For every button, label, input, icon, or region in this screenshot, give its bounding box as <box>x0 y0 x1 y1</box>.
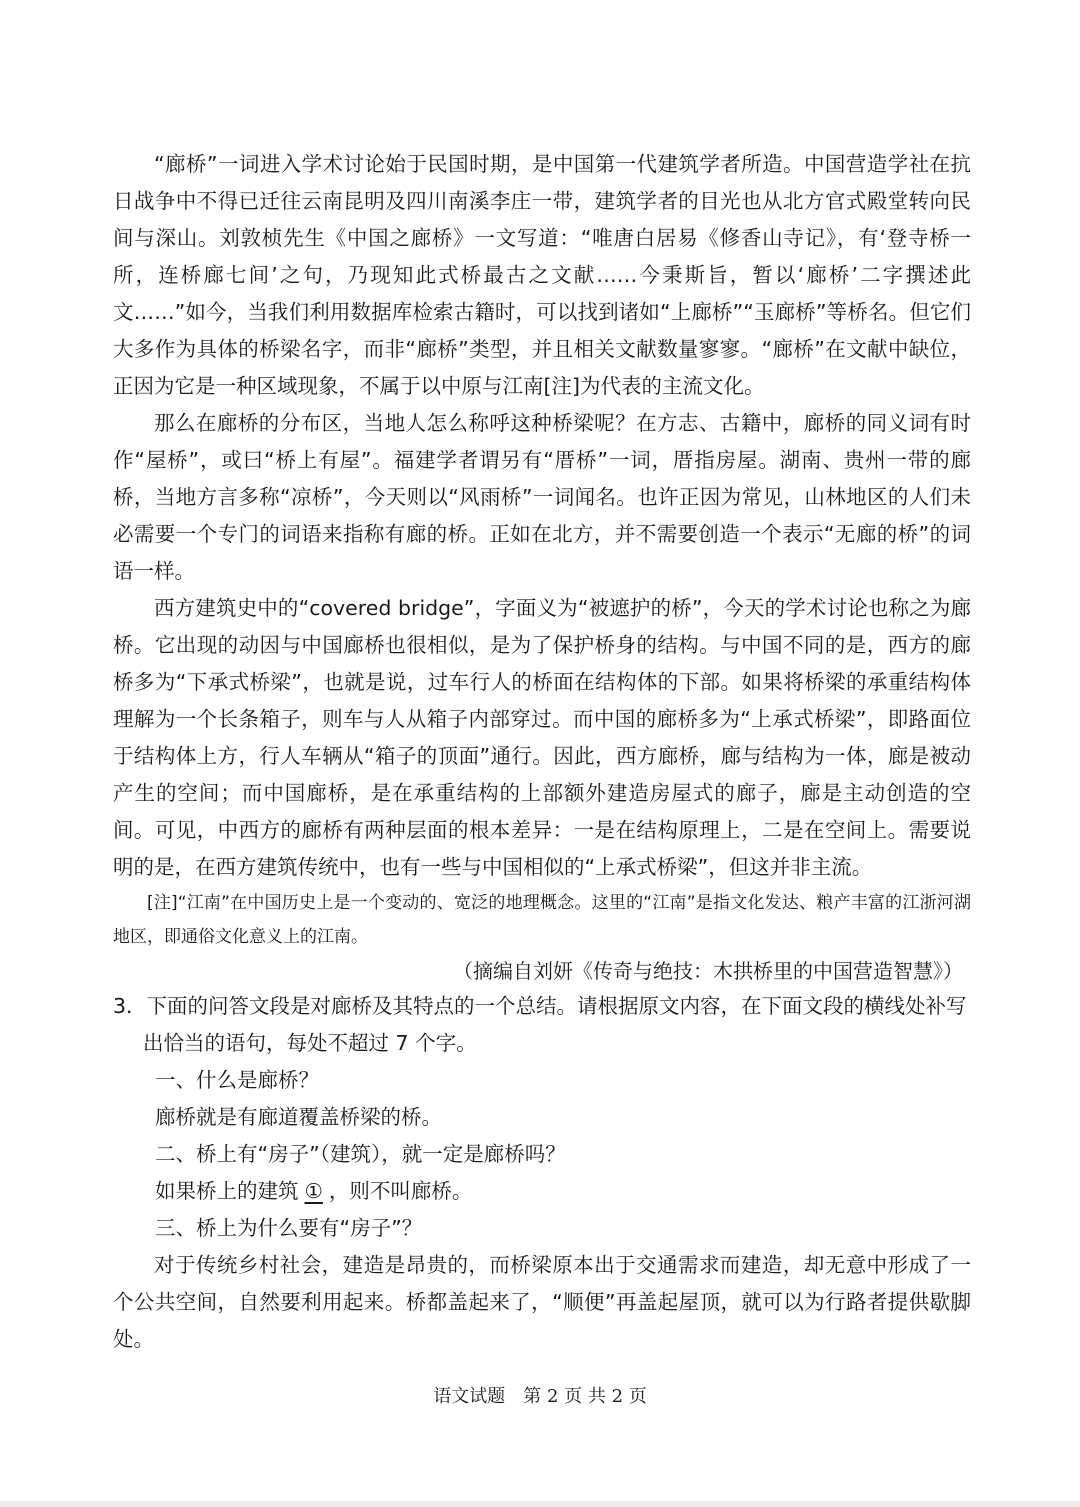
question-answer-3: 对于传统乡村社会，建造是昂贵的，而桥梁原本出于交通需求而建造，却无意中形成了一个公共空间，自然要利用起来。桥都盖起来了，“顺便”再盖起屋顶，就可以为行路者提供歇脚处。 <box>113 1253 971 1351</box>
page-footer: 语文试题 第 2 页 共 2 页 <box>433 1386 647 1407</box>
passage-paragraph-2: 那么在廊桥的分布区，当地人怎么称呼这种桥梁呢？在方志、古籍中，廊桥的同义词有时作“屋桥”，或曰“桥上有屋”。福建学者谓另有“厝桥”一词，厝指房屋。湖南、贵州一带的廊桥，当地方言多称“凉桥”，今天则以“风雨桥”一词闻名。也许正因为常见，山林地区的人们未必需要一个专门的词语来指称有廊的桥。正如在北方，并不需要创造一个表示“无廊的桥”的词语一样。 <box>113 411 971 583</box>
question-stem: 3．下面的问答文段是对廊桥及其特点的一个总结。请根据原文内容，在下面文段的横线处补写出恰当的语句，每处不超过 7 个字。 <box>113 994 967 1055</box>
question-heading-2: 二、桥上有“房子”（建筑），就一定是廊桥吗？ <box>155 1142 566 1166</box>
passage-paragraph-3: 西方建筑史中的“covered bridge”，字面义为“被遮护的桥”，今天的学术讨论也称之为廊桥。它出现的动因与中国廊桥也很相似，是为了保护桥身的结构。与中国不同的是，西方的廊桥多为“下承式桥梁”，也就是说，过车行人的桥面在结构体的下部。如果将桥梁的承重结构体理解为一个长条箱子，则车与人从箱子内部穿过。而中国的廊桥多为“上承式桥梁”，即路面位于结构体上方，行人车辆从“箱子的顶面”通行。因此，西方廊桥，廊与结构为一体，廊是被动产生的空间；而中国廊桥，是在承重结构的上部额外建造房屋式的廊子，廊是主动创造的空间。可见，中西方的廊桥有两种层面的根本差异：一是在结构原理上，二是在空间上。需要说明的是，在西方建筑传统中，也有一些与中国相似的“上承式桥梁”，但这并非主流。 <box>113 596 971 879</box>
question-answer-2 <box>113 1173 971 1210</box>
page-content <box>113 146 971 1358</box>
question-answer-1: 廊桥就是有廊道覆盖桥梁的桥。 <box>155 1105 442 1129</box>
page-bottom-edge <box>0 1501 1080 1507</box>
question-heading-3: 三、桥上为什么要有“房子”？ <box>155 1216 423 1240</box>
answer-2-prefix: 如果桥上的建筑 <box>155 1179 299 1203</box>
passage-paragraph-1: “廊桥”一词进入学术讨论始于民国时期，是中国第一代建筑学者所造。中国营造学社在抗日战争中不得已迁往云南昆明及四川南溪李庄一带，建筑学者的目光也从北方官式殿堂转向民间与深山。刘敦桢先生《中国之廊桥》一文写道：“唯唐白居易《修香山寺记》，有‘登寺桥一所，连桥廊七间’之句，乃现知此式桥最古之文献……今秉斯旨，暂以‘廊桥’二字撰述此文……”如今，当我们利用数据库检索古籍时，可以找到诸如“上廊桥”“玉廊桥”等桥名。但它们大多作为具体的桥梁名字，而非“廊桥”类型，并且相关文献数量寥寥。“廊桥”在文献中缺位，正因为它是一种区域现象，不属于以中原与江南[注]为代表的主流文化。 <box>113 152 971 398</box>
answer-2-suffix: ，则不叫廊桥。 <box>328 1179 473 1203</box>
question-heading-1: 一、什么是廊桥？ <box>155 1068 319 1092</box>
fill-blank-1[interactable]: ① <box>304 1179 323 1203</box>
passage-footnote: [注]“江南”在中国历史上是一个变动的、宽泛的地理概念。这里的“江南”是指文化发达、粮产丰富的江浙河湖地区，即通俗文化意义上的江南。 <box>113 893 971 947</box>
passage-source: （摘编自刘妍《传奇与绝技：木拱桥里的中国营造智慧》） <box>453 959 963 983</box>
